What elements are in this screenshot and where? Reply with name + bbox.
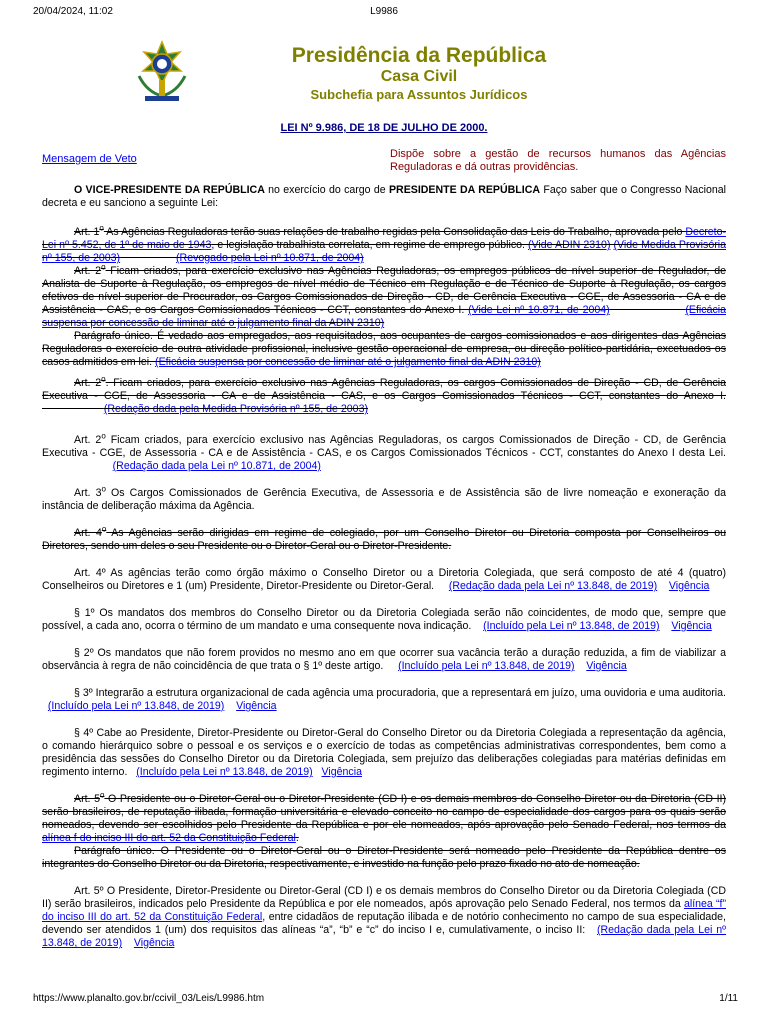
suspended-efficacy-link-2[interactable]: (Eficácia suspensa por concessão de liminar até o julgamento final da ADIN 2310) (155, 356, 541, 368)
mp-155-link[interactable]: (Redação dada pela Medida Provisória nº 155, de 2003) (103, 403, 368, 415)
law-title[interactable]: LEI Nº 9.986, DE 18 DE JULHO DE 2000. (280, 122, 488, 134)
vigencia-link[interactable]: Vigência (671, 620, 712, 632)
article-4-paragraph-1: § 1º Os mandatos dos membros do Conselho Diretor ou da Diretoria Colegiada serão não coincidentes, de modo que, sempre que possível, a cada ano, ocorra o término de um mandato e uma consequente nova indicação. (Incluído pela Lei nº 13.848, de 2019) Vigência (42, 607, 726, 632)
print-url: https://www.planalto.gov.br/ccivil_03/Leis/L9986.htm (33, 993, 265, 1004)
article-2-original: Art. 2$^o$ Ficam criados, para exercício exclusivo nas Agências Reguladoras, os empregos públicos de nível superior de Regulador, de Analista de Suporte à Regulação, os empregos de nível médio de Técnico em Regulação e de Técnico de Suporte à Regulação, os cargos efetivos de nível superior de Procurador, os Cargos Comissionados de Direção - CD, de Gerência Executiva - CGE, de Assessoria - CA e de Assistência - CAS, e os Cargos Comissionados Técnicos - CCT, constantes do Anexo I. (Vide Lei nº 10.871, de 2004) (Eficácia suspensa por concessão de liminar até o julgamento final da ADIN 2310) (42, 262, 726, 329)
subchefia-heading: Subchefia para Assuntos Jurídicos (310, 87, 528, 102)
article-5-original: Art. 5$^o$ O Presidente ou o Diretor-Geral ou o Diretor-Presidente (CD I) e os demais membros do Conselho Diretor ou da Diretoria (CD II) serão brasileiros, de reputação ilibada, formação universitária e elevado conceito no campo de especialidade dos cargos para os quais serão nomeados, devendo ser escolhidos pelo Presidente da República e por ele nomeados, após aprovação pelo Senado Federal, nos termos da alínea f do inciso III do art. 52 da Constituição Federal. (42, 790, 726, 844)
page-title: Presidência da República (291, 44, 547, 67)
print-page-number: 1/11 (719, 993, 738, 1004)
article-4-paragraph-2: § 2º Os mandatos que não forem providos no mesmo ano em que ocorrer sua vacância terão a duração reduzida, a fim de viabilizar a observância à regra de não coincidência de que trata o § 1º deste artigo. (Incluído pela Lei nº 13.848, de 2019) Vigência (42, 647, 726, 672)
law-intro-row (42, 148, 726, 178)
lei-13848-link[interactable]: (Incluído pela Lei nº 13.848, de 2019) (483, 620, 660, 632)
decree-link[interactable]: Decreto-Lei nº 5.452, de 1º de maio de 1943 (42, 226, 726, 251)
lei-13848-link[interactable]: (Incluído pela Lei nº 13.848, de 2019) (398, 660, 575, 672)
article-2: Art. 2$^o$ Ficam criados, para exercício exclusivo nas Agências Reguladoras, os cargos Comissionados de Direção - CD, de Gerência Executiva - CGE, de Assessoria - CA e de Assistência - CAS, e os Cargos Comissionados Técnicos - CCT, constantes do Anexo I desta Lei. (Redação dada pela Lei nº 10.871, de 2004) (42, 431, 726, 472)
print-datetime: 20/04/2024, 11:02 (33, 6, 113, 17)
print-doc-name: L9986 (370, 6, 398, 17)
constitution-link[interactable]: alínea “f” do inciso III do art. 52 da Constituição Federal (42, 898, 726, 923)
lei-13848-link[interactable]: (Redação dada pela Lei nº 13.848, de 2019) (42, 924, 727, 949)
lei-13848-link[interactable]: (Redação dada pela Lei nº 13.848, de 2019) (448, 580, 658, 592)
suspended-efficacy-link[interactable]: (Eficácia suspensa por concessão de liminar até o julgamento final da ADIN 2310) (42, 304, 726, 329)
law-body (42, 184, 726, 950)
lei-13848-link[interactable]: (Incluído pela Lei nº 13.848, de 2019) (136, 766, 313, 778)
vigencia-link[interactable]: Vigência (586, 660, 627, 672)
veto-message-link[interactable]: Mensagem de Veto (42, 153, 137, 165)
vigencia-link[interactable]: Vigência (236, 700, 277, 712)
article-5-paragraph: Parágrafo único. O Presidente ou o Diretor-Geral ou o Diretor-Presidente será nomeado pelo Presidente da República dentre os integrantes do Conselho Diretor ou da Diretoria, respectivamente, e investido na função pelo prazo fixado no ato de nomeação. (42, 845, 726, 870)
article-4-original: Art. 4$^o$ As Agências serão dirigidas em regime de colegiado, por um Conselho Diretor ou Diretoria composta por Conselheiros ou Diretores, sendo um deles o seu Presidente ou o Diretor-Geral ou o Diretor-Presidente. (42, 524, 726, 552)
vide-mp-link[interactable]: (Vide Medida Provisória nº 155, de 2003) (42, 239, 726, 264)
article-4-paragraph-3: § 3º Integrarão a estrutura organizacional de cada agência uma procuradoria, que a representará em juízo, uma ouvidoria e uma auditoria. (Incluído pela Lei nº 13.848, de 2019) Vigência (47, 687, 726, 712)
article-3: Art. 3$^o$ Os Cargos Comissionados de Gerência Executiva, de Assessoria e de Assistência são de livre nomeação e exoneração da instância de deliberação máxima da Agência. (42, 484, 726, 512)
vide-adin-link[interactable]: (Vide ADIN 2310) (528, 239, 611, 251)
lei-13848-link[interactable]: (Incluído pela Lei nº 13.848, de 2019) (47, 700, 225, 712)
print-header (0, 6, 768, 20)
preamble: O VICE-PRESIDENTE DA REPÚBLICA no exercício do cargo de PRESIDENTE DA REPÚBLICA Faço saber que o Congresso Nacional decreta e eu sanciono a seguinte Lei: (42, 184, 726, 209)
vide-lei-link[interactable]: (Vide Lei nº 10.871, de 2004) (468, 304, 610, 316)
law-summary: Dispõe sobre a gestão de recursos humanos das Agências Reguladoras e dá outras providências. (390, 148, 726, 173)
page-subtitle: Casa Civil (380, 68, 458, 85)
article-4: Art. 4º As agências terão como órgão máximo o Conselho Diretor ou a Diretoria Colegiada, que será composto de até 4 (quatro) Conselheiros ou Diretores e 1 (um) Presidente, Diretor-Presidente ou Diretor-Geral. (Redação dada pela Lei nº 13.848, de 2019) Vigência (42, 567, 726, 592)
article-2-paragraph: Parágrafo único. É vedado aos empregados, aos requisitados, aos ocupantes de cargos comissionados e aos dirigentes das Agências Reguladoras o exercício de outra atividade profissional, inclusive gestão operacional de empresa, ou direção político-partidária, excetuados os casos admitidos em lei. (Eficácia suspensa por concessão de liminar até o julgamento final da ADIN 2310) (42, 330, 726, 368)
article-2-mp-version: Art. 2$^o$. Ficam criados, para exercício exclusivo nas Agências Reguladoras, os cargos Comissionados de Direção - CD, de Gerência Executiva - CGE, de Assessoria - CA e de Assistência - CAS, e os Cargos Comissionados Técnicos - CCT, constantes do Anexo I. (Redação dada pela Medida Provisória nº 155, de 2003) (42, 374, 726, 415)
constitution-link[interactable]: alínea f do inciso III do art. 52 da Constituição Federal (42, 832, 296, 844)
vigencia-link[interactable]: Vigência (321, 766, 362, 778)
revoked-link[interactable]: (Revogado pela Lei nº 10.871, de 2004) (176, 252, 364, 264)
print-footer (0, 993, 768, 1007)
masthead (0, 36, 768, 114)
vigencia-link[interactable]: Vigência (133, 937, 175, 949)
lei-10871-link[interactable]: (Redação dada pela Lei nº 10.871, de 2004) (112, 460, 321, 472)
vigencia-link[interactable]: Vigência (668, 580, 710, 592)
article-5: Art. 5º O Presidente, Diretor-Presidente ou Diretor-Geral (CD I) e os demais membros do Conselho Diretor ou da Diretoria Colegiada (CD II) serão brasileiros, indicados pelo Presidente da República e por ele nomeados, após aprovação pelo Senado Federal, nos termos da alínea “f” do inciso III do art. 52 da Constituição Federal, entre cidadãos de reputação ilibada e de notório conhecimento no campo de sua especialidade, devendo ser atendidos 1 (um) dos requisitos das alíneas “a”, “b” e “c” do inciso I e, cumulativamente, o inciso II: (Redação dada pela Lei nº 13.848, de 2019) Vigência (42, 885, 727, 949)
article-1-revoked: Art. 1$^o$ As Agências Reguladoras terão suas relações de trabalho regidas pela Consolidação das Leis do Trabalho, aprovada pelo Decreto-Lei nº 5.452, de 1º de maio de 1943, e legislação trabalhista correlata, em regime de emprego público. (Vide ADIN 2310) (Vide Medida Provisória nº 155, de 2003) (Revogado pela Lei nº 10.871, de 2004) (42, 223, 726, 264)
article-4-paragraph-4: § 4º Cabe ao Presidente, Diretor-Presidente ou Diretor-Geral do Conselho Diretor ou da Diretoria Colegiada a representação da agência, o comando hierárquico sobre o pessoal e os serviços e o exercício de todas as competências administrativas correspondentes, bem como a presidência das sessões do Conselho Diretor ou da Diretoria Colegiada, sem prejuízo das deliberações colegiadas para matérias definidas em regimento interno. (Incluído pela Lei nº 13.848, de 2019) Vigência (42, 727, 726, 778)
